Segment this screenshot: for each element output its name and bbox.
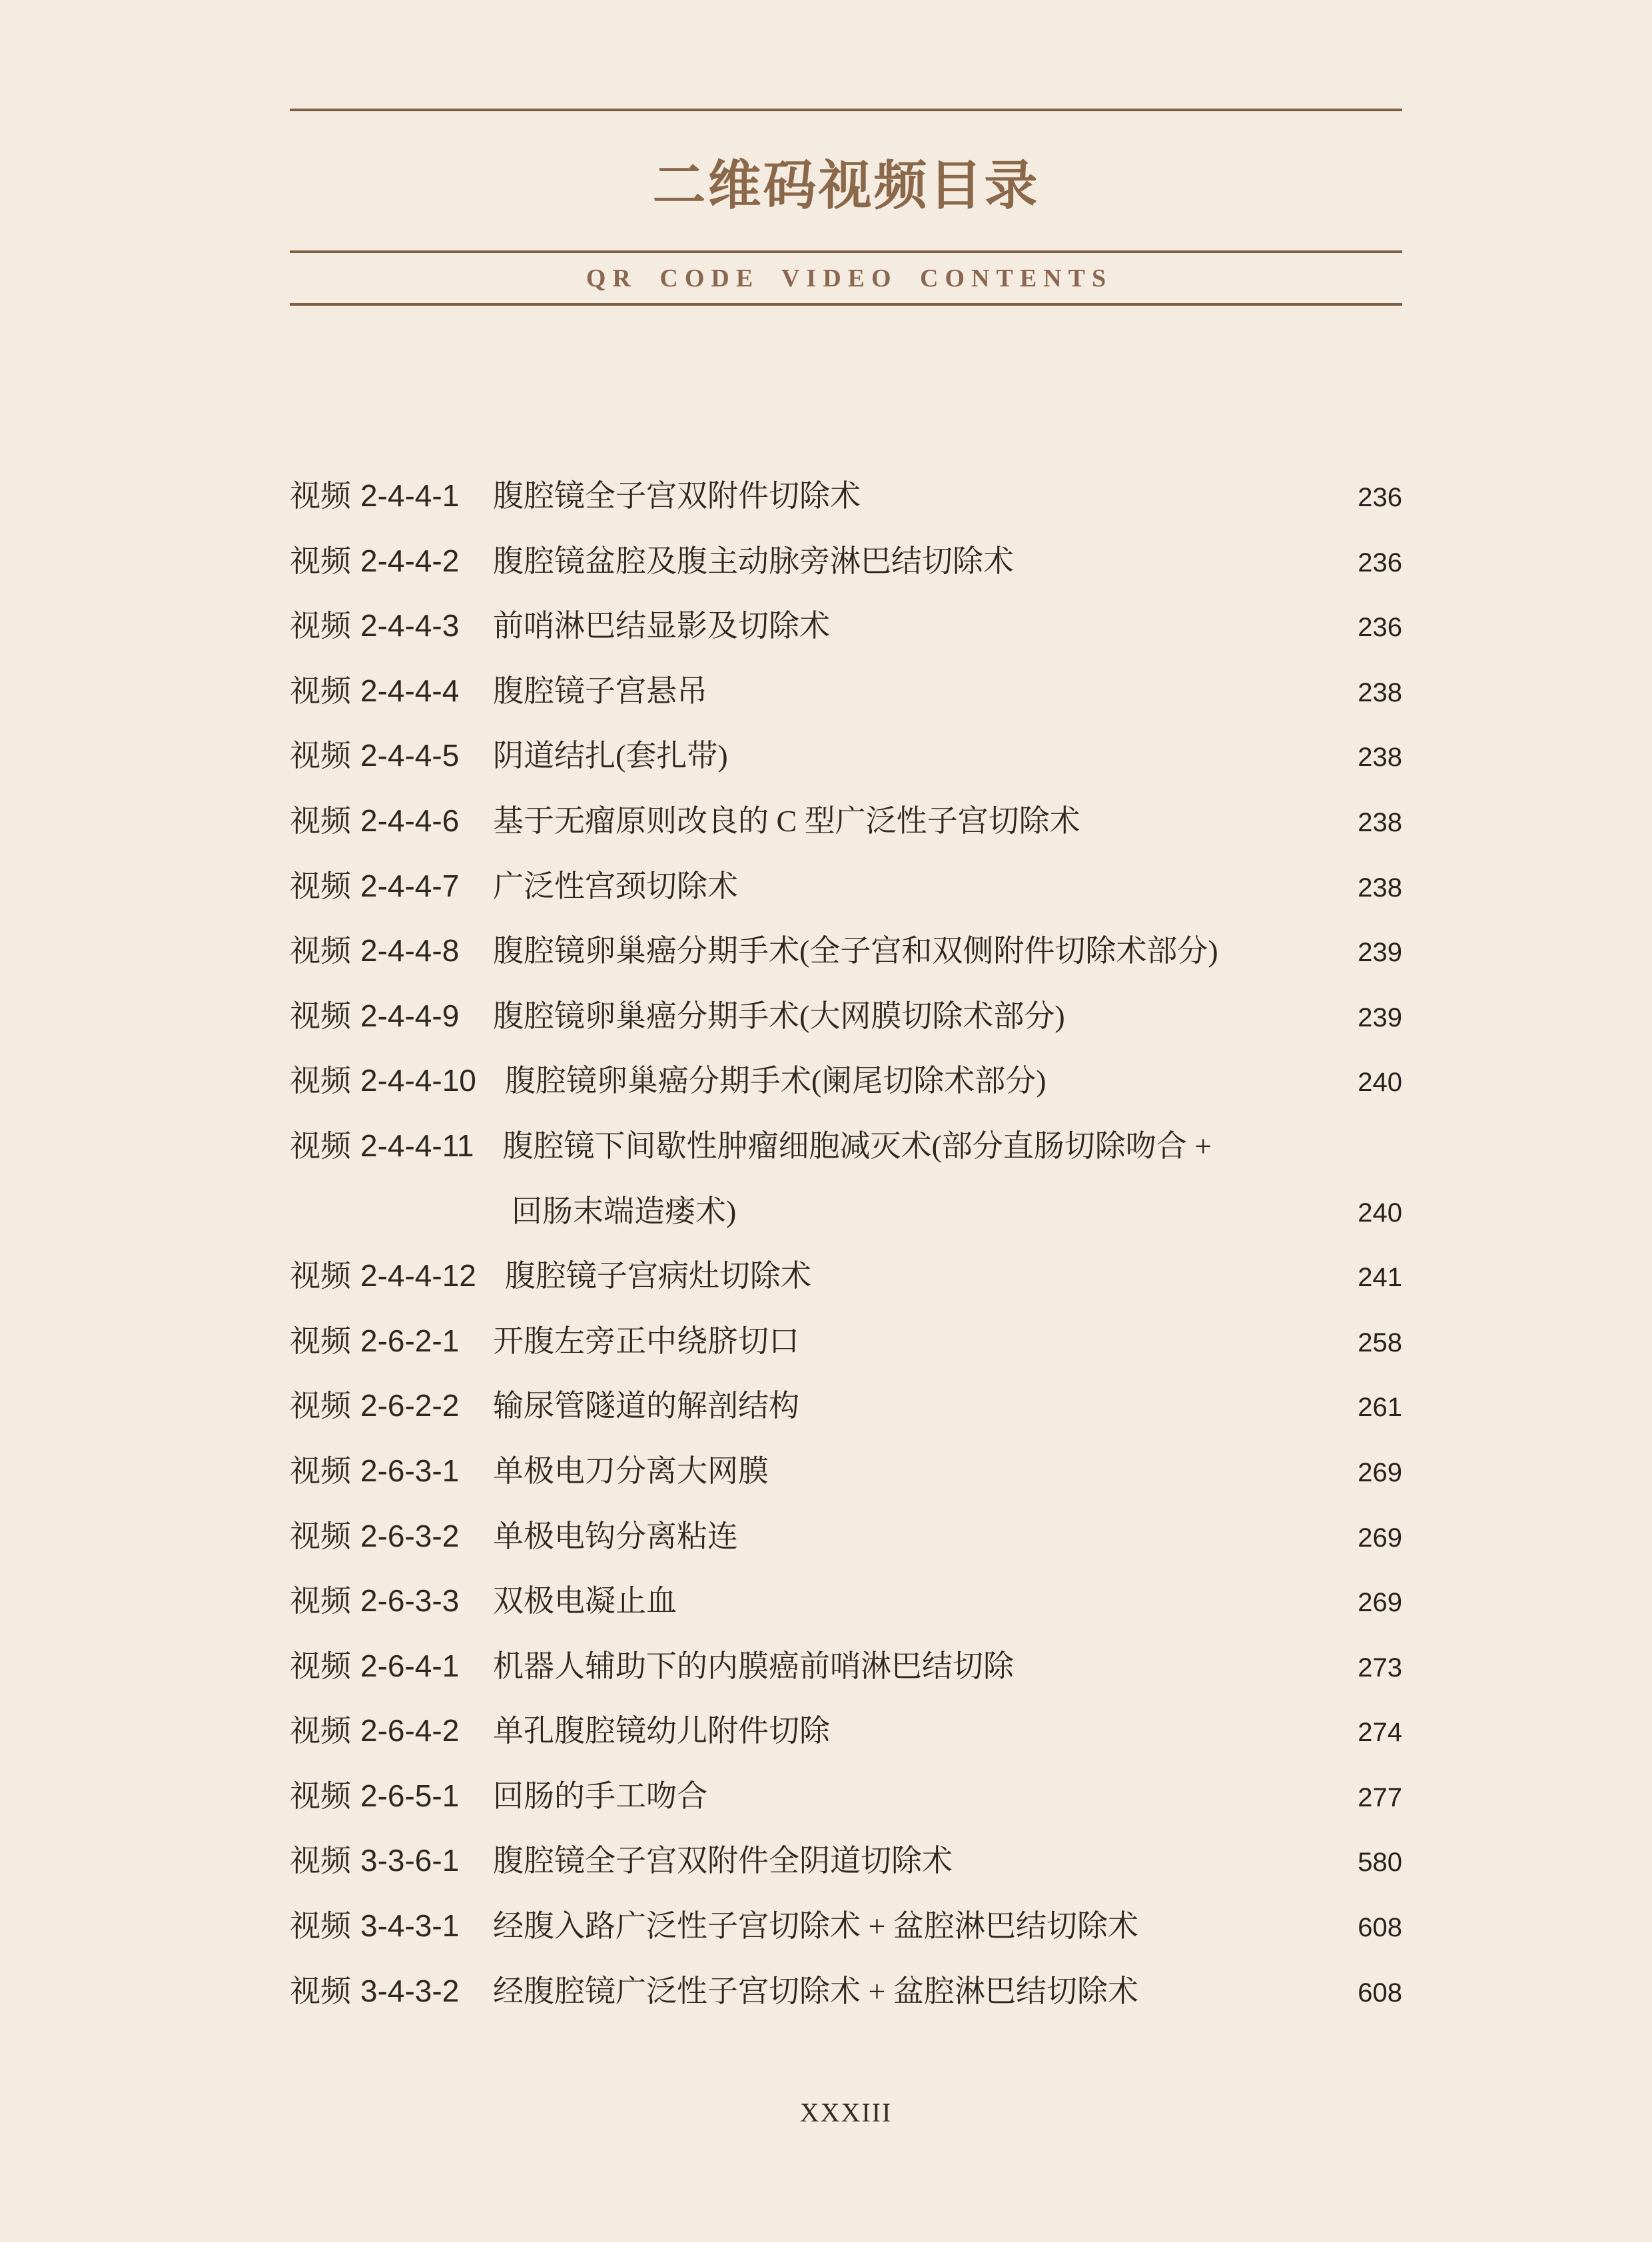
toc-entry-page: 236 bbox=[1358, 483, 1402, 512]
toc-entry-label bbox=[290, 984, 464, 1049]
toc-entry-label-prefix: 视频 bbox=[290, 1844, 351, 1878]
toc-entry-page: 240 bbox=[1358, 1198, 1402, 1228]
toc-row bbox=[290, 1439, 1402, 1504]
toc-entry-label-prefix: 视频 bbox=[290, 609, 351, 643]
toc-entry-label bbox=[290, 1373, 464, 1439]
toc-entry-label-number: 2-6-4-2 bbox=[360, 1713, 460, 1748]
toc-entry-label-prefix: 视频 bbox=[290, 934, 351, 968]
toc-row bbox=[290, 593, 1402, 659]
toc-entry-label-number: 2-6-3-3 bbox=[360, 1583, 460, 1619]
toc-row bbox=[290, 1179, 1402, 1244]
toc-row bbox=[290, 529, 1402, 594]
toc-entry-label-prefix: 视频 bbox=[290, 1259, 351, 1294]
toc-entry-label-prefix: 视频 bbox=[290, 1714, 351, 1748]
toc-entry-page: 261 bbox=[1358, 1393, 1402, 1423]
toc-row bbox=[290, 984, 1402, 1049]
toc-entry-label-prefix: 视频 bbox=[290, 1584, 351, 1619]
toc-entry-title: 单极电钩分离粘连 bbox=[493, 1519, 738, 1553]
toc-entry-label-prefix: 视频 bbox=[290, 1323, 351, 1358]
toc-row bbox=[290, 1634, 1402, 1699]
toc-entry-title: 输尿管隧道的解剖结构 bbox=[493, 1389, 799, 1423]
toc-entry-page: 239 bbox=[1358, 938, 1402, 968]
toc-entry-page: 241 bbox=[1358, 1263, 1402, 1293]
toc-entry-page: 238 bbox=[1358, 873, 1402, 903]
toc-entry-page: 269 bbox=[1358, 1523, 1402, 1553]
toc-row bbox=[290, 1698, 1402, 1764]
toc-entry-label bbox=[290, 1244, 476, 1309]
toc-row bbox=[290, 659, 1402, 724]
toc-entry-label-prefix: 视频 bbox=[290, 544, 351, 578]
toc-row bbox=[290, 1309, 1402, 1374]
toc-entry-page: 274 bbox=[1358, 1718, 1402, 1748]
toc-entry-page: 238 bbox=[1358, 807, 1402, 837]
toc-entry-label bbox=[290, 723, 464, 789]
toc-entry-title: 回肠的手工吻合 bbox=[493, 1778, 707, 1813]
toc-row bbox=[290, 1244, 1402, 1309]
toc-entry-label-number: 2-6-4-1 bbox=[360, 1648, 460, 1683]
toc-entry-label bbox=[290, 1439, 464, 1504]
toc-entry-title: 腹腔镜子宫悬吊 bbox=[493, 673, 707, 708]
toc-entry-label-prefix: 视频 bbox=[290, 998, 351, 1033]
toc-entry-label bbox=[290, 464, 464, 529]
toc-row bbox=[290, 1828, 1402, 1894]
toc-entry-title: 腹腔镜卵巢癌分期手术(阑尾切除术部分) bbox=[504, 1064, 1046, 1098]
toc-entry-page: 608 bbox=[1358, 1978, 1402, 2008]
toc-entry-label bbox=[290, 1959, 464, 2024]
toc-entry-label-prefix: 视频 bbox=[290, 1128, 351, 1163]
toc-entry-label-prefix: 视频 bbox=[290, 1778, 351, 1813]
toc-entry-label-number: 2-4-4-8 bbox=[360, 933, 460, 968]
toc-entry-page: 269 bbox=[1358, 1457, 1402, 1487]
page-title: 二维码视频目录 bbox=[652, 157, 1040, 216]
toc-row bbox=[290, 1373, 1402, 1439]
toc-entry-label-number: 2-4-4-5 bbox=[360, 738, 460, 773]
toc-entry-label bbox=[290, 1048, 476, 1114]
toc-row bbox=[290, 723, 1402, 789]
toc-entry-title: 经腹入路广泛性子宫切除术 + 盆腔淋巴结切除术 bbox=[493, 1909, 1138, 1944]
toc-entry-page: 580 bbox=[1358, 1848, 1402, 1878]
toc-entry-label-prefix: 视频 bbox=[290, 869, 351, 903]
toc-entry-label-number: 2-6-5-1 bbox=[360, 1778, 460, 1813]
toc-entry-label bbox=[290, 1114, 474, 1179]
footer-page-number: XXXIII bbox=[799, 2097, 893, 2127]
toc-row bbox=[290, 919, 1402, 984]
toc-entry-label-number: 2-4-4-11 bbox=[360, 1128, 474, 1163]
page-header bbox=[290, 111, 1402, 250]
toc-entry-title: 腹腔镜卵巢癌分期手术(大网膜切除术部分) bbox=[493, 998, 1065, 1033]
toc-entry-title: 腹腔镜盆腔及腹主动脉旁淋巴结切除术 bbox=[493, 544, 1014, 578]
toc-row bbox=[290, 854, 1402, 919]
toc-entry-label-prefix: 视频 bbox=[290, 479, 351, 513]
toc-entry-title: 腹腔镜卵巢癌分期手术(全子宫和双侧附件切除术部分) bbox=[493, 934, 1218, 968]
toc-entry-label-prefix: 视频 bbox=[290, 1453, 351, 1488]
toc-entry-label-number: 3-4-3-1 bbox=[360, 1908, 460, 1944]
toc-entry-label-number: 2-6-2-1 bbox=[360, 1323, 460, 1358]
toc-entry-label bbox=[290, 1569, 464, 1634]
toc-entry-label bbox=[290, 1504, 464, 1569]
toc-entry-page: 238 bbox=[1358, 743, 1402, 773]
toc-entry-page: 258 bbox=[1358, 1327, 1402, 1357]
toc-entry-title: 经腹腔镜广泛性子宫切除术 + 盆腔淋巴结切除术 bbox=[493, 1974, 1138, 2008]
toc-entry-title: 单孔腹腔镜幼儿附件切除 bbox=[493, 1714, 830, 1748]
toc-entry-label-number: 2-4-4-12 bbox=[360, 1258, 476, 1294]
toc-entry-label-number: 2-6-3-1 bbox=[360, 1453, 460, 1488]
toc-entry-label-number: 2-4-4-7 bbox=[360, 868, 460, 903]
toc-entry-label bbox=[290, 659, 464, 724]
toc-entry-page: 239 bbox=[1358, 1002, 1402, 1032]
toc-entry-label-number: 3-3-6-1 bbox=[360, 1843, 460, 1878]
toc-entry-label bbox=[290, 919, 464, 984]
toc-entry-title: 双极电凝止血 bbox=[493, 1584, 677, 1619]
toc-entry-label bbox=[290, 789, 464, 854]
toc-entry-label-prefix: 视频 bbox=[290, 1649, 351, 1683]
toc-entry-title: 开腹左旁正中绕脐切口 bbox=[493, 1323, 799, 1358]
toc-entry-title: 前哨淋巴结显影及切除术 bbox=[493, 609, 830, 643]
toc-entry-title: 单极电刀分离大网膜 bbox=[493, 1453, 769, 1488]
toc-entry-page: 269 bbox=[1358, 1588, 1402, 1618]
toc-row bbox=[290, 1504, 1402, 1569]
toc-entry-label bbox=[290, 1894, 464, 1959]
toc-entry-page: 240 bbox=[1358, 1068, 1402, 1098]
toc-entry-label-number: 2-4-4-3 bbox=[360, 608, 460, 643]
toc-entry-label-number: 2-4-4-10 bbox=[360, 1063, 476, 1098]
toc-entry-label bbox=[290, 1698, 464, 1764]
toc-row bbox=[290, 1114, 1402, 1179]
toc-entry-label bbox=[290, 529, 464, 594]
toc-entry-label bbox=[290, 1828, 464, 1894]
toc-entry-title: 阴道结扎(套扎带) bbox=[493, 739, 728, 773]
toc-entry-label-prefix: 视频 bbox=[290, 1389, 351, 1423]
toc-row bbox=[290, 1894, 1402, 1959]
toc-row bbox=[290, 789, 1402, 854]
toc-entry-label-prefix: 视频 bbox=[290, 1909, 351, 1944]
toc-row bbox=[290, 464, 1402, 529]
toc-entry-label-prefix: 视频 bbox=[290, 1064, 351, 1098]
toc-entry-label-number: 2-4-4-1 bbox=[360, 478, 460, 513]
toc-entry-page: 236 bbox=[1358, 548, 1402, 577]
toc-entry-label bbox=[290, 1764, 464, 1829]
toc-entry-label-number: 2-6-2-2 bbox=[360, 1388, 460, 1423]
page-subtitle: QR CODE VIDEO CONTENTS bbox=[586, 264, 1113, 292]
toc-row bbox=[290, 1569, 1402, 1634]
toc-entry-page: 238 bbox=[1358, 677, 1402, 707]
toc-entry-title: 腹腔镜子宫病灶切除术 bbox=[504, 1259, 811, 1294]
toc-entry-label-number: 2-6-3-2 bbox=[360, 1518, 460, 1553]
toc-entry-page: 236 bbox=[1358, 613, 1402, 643]
toc-entry-title: 广泛性宫颈切除术 bbox=[493, 869, 738, 903]
toc-entry-title: 腹腔镜全子宫双附件切除术 bbox=[493, 479, 861, 513]
toc-entry-label-prefix: 视频 bbox=[290, 1974, 351, 2008]
toc-entry-title: 基于无瘤原则改良的 C 型广泛性子宫切除术 bbox=[493, 803, 1080, 838]
toc-entry-title: 回肠末端造瘘术) bbox=[512, 1194, 737, 1228]
toc-entry-label-number: 2-4-4-2 bbox=[360, 543, 460, 578]
toc-row bbox=[290, 1764, 1402, 1829]
toc-entry-label-prefix: 视频 bbox=[290, 739, 351, 773]
toc-entry-title: 腹腔镜下间歇性肿瘤细胞减灭术(部分直肠切除吻合 + bbox=[502, 1128, 1212, 1163]
toc-entry-title: 机器人辅助下的内膜癌前哨淋巴结切除 bbox=[493, 1649, 1014, 1683]
toc-entry-page: 277 bbox=[1358, 1782, 1402, 1812]
toc-entry-label-number: 2-4-4-9 bbox=[360, 998, 460, 1033]
toc-entry-label-number: 2-4-4-4 bbox=[360, 673, 460, 708]
toc-row bbox=[290, 1048, 1402, 1114]
toc-entry-page: 608 bbox=[1358, 1913, 1402, 1943]
toc-entry-label bbox=[290, 854, 464, 919]
toc-entry-title: 腹腔镜全子宫双附件全阴道切除术 bbox=[493, 1844, 953, 1878]
toc-entry-label-number: 3-4-3-2 bbox=[360, 1973, 460, 2008]
toc-entry-label-number: 2-4-4-6 bbox=[360, 803, 460, 838]
toc-entry-page: 273 bbox=[1358, 1653, 1402, 1682]
toc-entry-label bbox=[290, 1309, 464, 1374]
toc-entry-label-prefix: 视频 bbox=[290, 803, 351, 838]
toc-entry-label-prefix: 视频 bbox=[290, 1519, 351, 1553]
divider-line-bottom bbox=[290, 303, 1402, 306]
toc-list bbox=[290, 464, 1402, 2024]
toc-entry-label bbox=[290, 1634, 464, 1699]
toc-entry-label bbox=[290, 593, 464, 659]
toc-row bbox=[290, 1959, 1402, 2024]
toc-entry-label-prefix: 视频 bbox=[290, 673, 351, 708]
